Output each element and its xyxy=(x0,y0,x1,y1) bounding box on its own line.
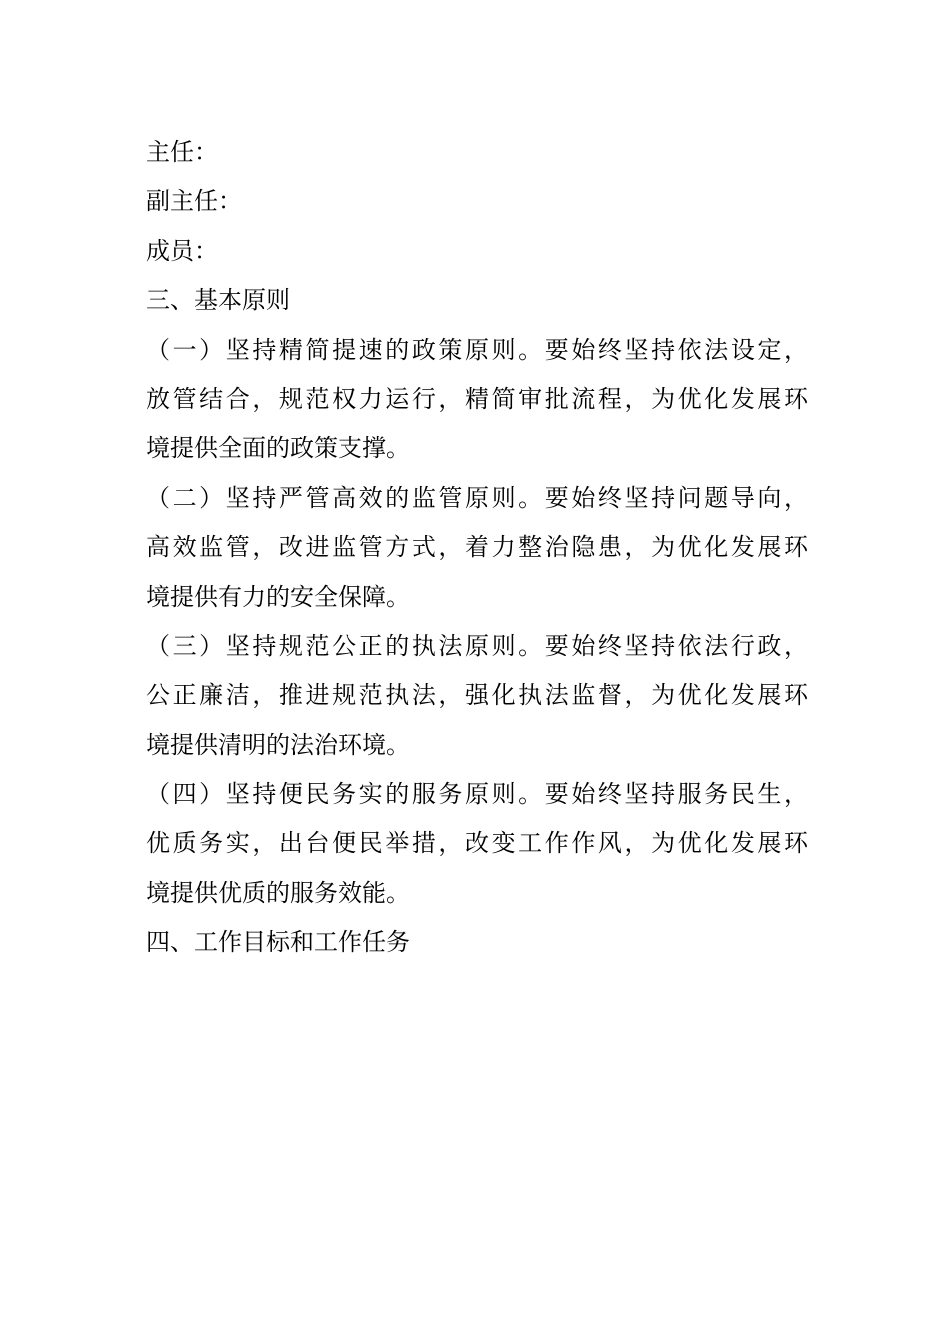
principle-2-line-1: （二）坚持严管高效的监管原则。要始终坚持问题导向， xyxy=(146,483,808,512)
principle-1-line-1: （一）坚持精简提速的政策原则。要始终坚持依法设定， xyxy=(146,335,808,364)
principle-4-line-2: 优质务实，出台便民举措，改变工作作风，为优化发展环 xyxy=(146,829,808,858)
principle-3-line-2: 公正廉洁，推进规范执法，强化执法监督，为优化发展环 xyxy=(146,681,808,710)
section-heading-basic-principles: 三、基本原则 xyxy=(146,286,290,315)
line-deputy-director: 副主任： xyxy=(146,187,242,216)
document-body xyxy=(146,128,808,968)
principle-3-line-1: （三）坚持规范公正的执法原则。要始终坚持依法行政， xyxy=(146,631,808,660)
principle-1-line-3: 境提供全面的政策支撑。 xyxy=(146,434,410,463)
principle-4-line-1: （四）坚持便民务实的服务原则。要始终坚持服务民生， xyxy=(146,780,808,809)
principle-1-line-2: 放管结合，规范权力运行，精简审批流程，为优化发展环 xyxy=(146,384,808,413)
line-members: 成员： xyxy=(146,236,218,265)
principle-4-line-3: 境提供优质的服务效能。 xyxy=(146,878,410,907)
principle-3-line-3: 境提供清明的法治环境。 xyxy=(146,730,410,759)
line-director: 主任： xyxy=(146,138,218,166)
section-heading-goals-and-tasks: 四、工作目标和工作任务 xyxy=(146,928,410,957)
principle-2-line-2: 高效监管，改进监管方式，着力整治隐患，为优化发展环 xyxy=(146,533,808,562)
principle-2-line-3: 境提供有力的安全保障。 xyxy=(146,582,410,611)
